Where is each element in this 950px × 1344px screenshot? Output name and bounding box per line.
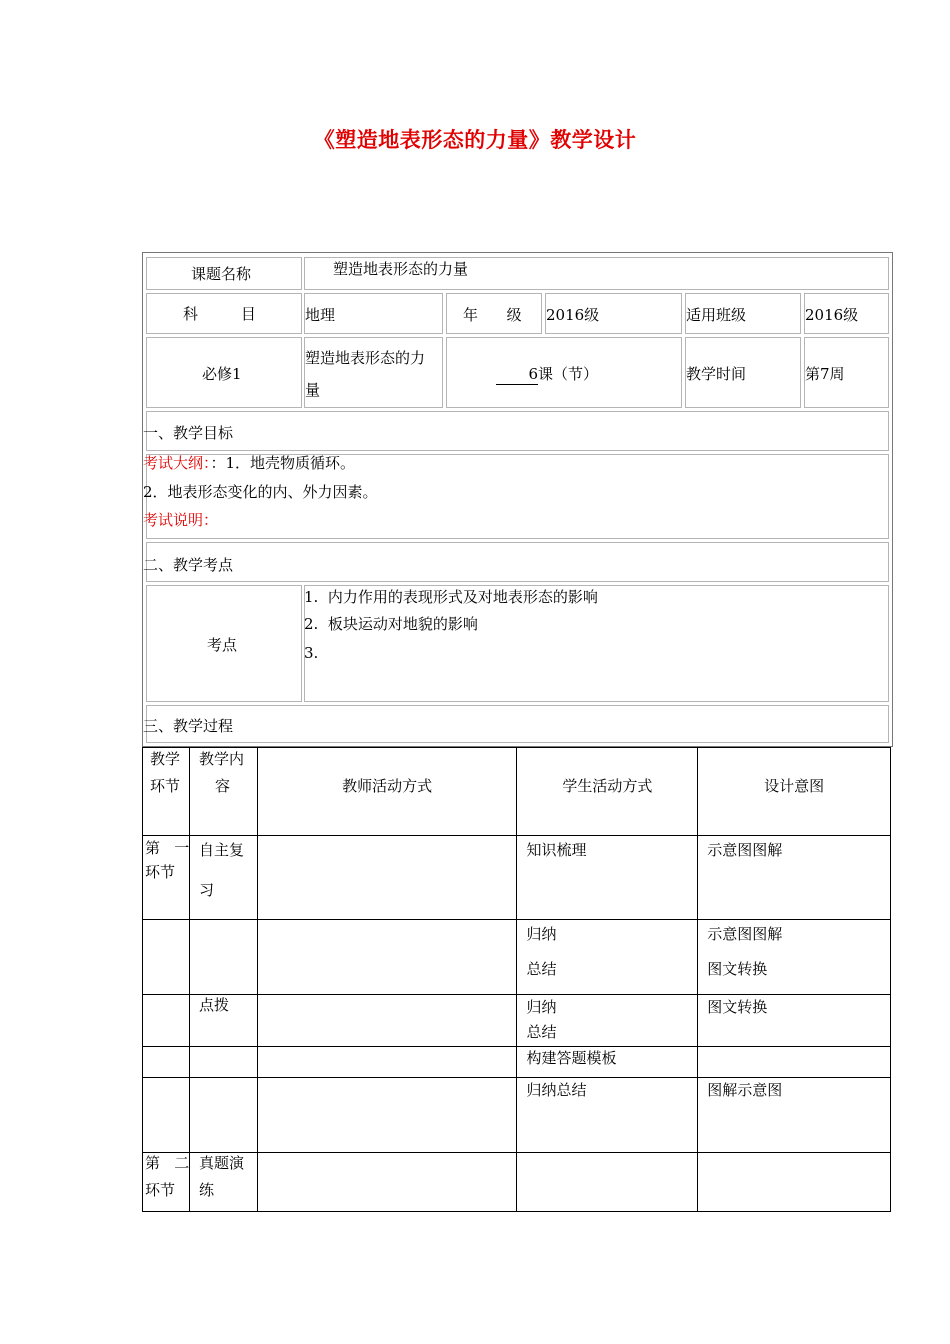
lesson-count-value: 6: [496, 364, 538, 385]
row3-student-line1: 归纳: [526, 998, 557, 1016]
row6-content-line1: 真题演: [198, 1154, 244, 1172]
row3-intent: 图文转换: [707, 998, 768, 1016]
row5-student: 归纳总结: [526, 1081, 587, 1099]
header-content-line2: 容: [214, 777, 230, 795]
keypoints-heading-cell: [146, 542, 889, 582]
subject-label: 科 目: [183, 305, 256, 323]
row3-content: 点拨: [198, 996, 229, 1014]
keypoints-label: 考点: [207, 636, 238, 654]
time-value: 第7周: [805, 365, 845, 383]
row2-student-line1: 归纳: [526, 925, 557, 943]
keypoint-item-3: 3.: [304, 644, 319, 662]
module-topic-line1: 塑造地表形态的力: [305, 349, 426, 367]
header-student: [517, 748, 698, 836]
row1-student: 知识梳理: [526, 841, 587, 859]
lesson-count: [496, 364, 598, 385]
process-header-row: [143, 748, 891, 836]
module-topic-line2: 量: [305, 381, 321, 399]
process-heading-cell: [146, 705, 889, 743]
process-row: [143, 995, 891, 1047]
header-intent: [698, 748, 891, 836]
row6-stage-line1: 第 二: [145, 1154, 190, 1172]
outline-label: 考试大纲：: [143, 454, 211, 472]
process-row: [143, 836, 891, 920]
process-row: [143, 1078, 891, 1153]
outline-item1: ：1．地壳物质循环。: [210, 454, 356, 472]
keypoints-heading: 二、教学考点: [143, 556, 234, 574]
lesson-count-unit: 课（节）: [538, 365, 599, 383]
document-title: 《塑造地表形态的力量》教学设计: [313, 127, 637, 152]
keypoint-item-2: 2. 板块运动对地貌的影响: [304, 615, 478, 633]
row1-stage-line1: 第 一: [145, 839, 190, 857]
header-intent-label: 设计意图: [764, 777, 825, 795]
process-table: [142, 747, 891, 1212]
objectives-heading-cell: [146, 411, 889, 451]
row1-stage-line2: 环节: [145, 863, 176, 881]
keypoint-item-1: 1. 内力作用的表现形式及对地表形态的影响: [304, 588, 598, 606]
topic-value: 塑造地表形态的力量: [333, 260, 469, 278]
outline-line: [143, 453, 355, 473]
process-row: [143, 920, 891, 995]
header-stage: [143, 748, 190, 836]
header-content: [189, 748, 257, 836]
row4-student: 构建答题模板: [526, 1049, 617, 1067]
row6-content-line2: 练: [198, 1181, 214, 1199]
row2-student-line2: 总结: [526, 960, 557, 978]
process-row: [143, 1047, 891, 1078]
row1-intent: 示意图图解: [707, 841, 783, 859]
header-stage-line1: 教学: [150, 750, 181, 768]
objectives-heading: 一、教学目标: [143, 424, 234, 442]
outline-item2: 2．地表形态变化的内、外力因素。: [143, 483, 378, 501]
row2-intent-line2: 图文转换: [707, 960, 768, 978]
grade-value: 2016级: [546, 306, 600, 324]
subject-value: 地理: [305, 306, 336, 324]
header-stage-line2: 环节: [150, 777, 181, 795]
topic-label: 课题名称: [191, 265, 252, 283]
header-student-label: 学生活动方式: [562, 777, 653, 795]
row5-intent: 图解示意图: [707, 1081, 783, 1099]
class-label: 适用班级: [686, 306, 747, 324]
row2-intent-line1: 示意图图解: [707, 925, 783, 943]
time-label: 教学时间: [686, 365, 747, 383]
header-teacher: [257, 748, 517, 836]
row1-content-line1: 自主复: [198, 841, 244, 859]
module-name: 必修1: [202, 365, 242, 383]
header-teacher-label: 教师活动方式: [342, 777, 433, 795]
explain-label: 考试说明：: [143, 511, 219, 529]
process-heading: 三、教学过程: [143, 717, 234, 735]
process-row: [143, 1153, 891, 1212]
row1-content-line2: 习: [198, 881, 214, 899]
class-value: 2016级: [805, 306, 859, 324]
row6-stage-line2: 环节: [145, 1181, 176, 1199]
grade-label: 年 级: [463, 306, 522, 324]
row3-student-line2: 总结: [526, 1023, 557, 1041]
header-content-line1: 教学内: [198, 750, 244, 768]
